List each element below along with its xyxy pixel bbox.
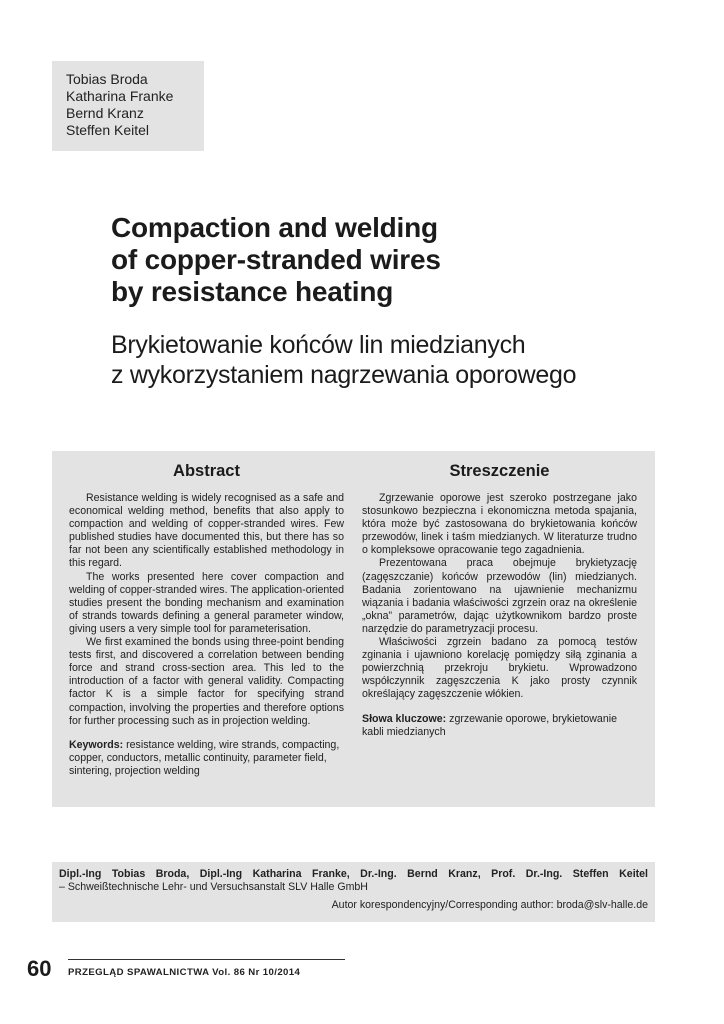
journal-name: PRZEGLĄD SPAWALNICTWA Vol. 86 Nr 10/2014 [68, 967, 301, 978]
author-name: Katharina Franke [66, 88, 174, 104]
abstract-column [69, 451, 344, 778]
streszczenie-paragraph: Właściwości zgrzein badano za pomocą testów zginania i ujawniono korelację pomiędzy siłą zginania a powierzchnią przekroju brykietu. Wprowadzono współczynnik zagęszczenia K jako prosty czynnik określający zagęszczenie włókien. [362, 636, 637, 701]
keywords-polish [362, 713, 637, 739]
corresponding-author: Autor korespondencyjny/Corresponding author: broda@slv-halle.de [331, 899, 648, 911]
keywords-label: Keywords: [69, 738, 124, 751]
abstract-paragraph: The works presented here cover compaction and welding of copper-stranded wires. The application-oriented studies present the bonding mechanism and examination of strands towards defining a general parameter window, giving users a very simple tool for parameterisation. [69, 570, 344, 635]
streszczenie-paragraph: Prezentowana praca obejmuje brykietyzację (zagęszczanie) końców przewodów (lin) miedzianych. Badania zorientowano na ujawnienie mechanizmu wiązania i badania właściwości zgrzein oraz na określenie „okna” parametrów, dając użytkownikom bardzo proste narzędzie do parametryzacji procesu. [362, 557, 637, 635]
abstract-paragraph: We first examined the bonds using three-point bending tests first, and discovered a correlation between bending force and strand cross-section area. This led to the introduction of a factor with general validity. Compacting factor K is a simple factor for specifying strand compaction, involving the properties and therefore options for further processing such as in projection welding. [69, 636, 344, 727]
title-polish [111, 330, 691, 390]
affiliation-institution: – Schweißtechnische Lehr- und Versuchsanstalt SLV Halle GmbH [59, 881, 368, 893]
page-number: 60 [27, 956, 52, 981]
streszczenie-heading: Streszczenie [449, 462, 550, 480]
title-line: by resistance heating [111, 276, 394, 307]
abstract-box [52, 451, 655, 807]
author-name: Steffen Keitel [66, 122, 150, 138]
abstract-paragraph: Resistance welding is widely recognised as a safe and economical welding method, benefits that also apply to compaction and welding of copper-stranded wires. Few published studies have documented this, but there has so far not been any scientifically established methodology in this regard. [69, 492, 344, 570]
subtitle-line: Brykietowanie końców lin miedzianych [111, 331, 526, 359]
author-name: Bernd Kranz [66, 105, 144, 121]
keywords [69, 739, 344, 778]
footer-rule [68, 959, 345, 960]
author-name: Tobias Broda [66, 71, 148, 87]
keywords-text: resistance welding, wire strands, compacting, copper, conductors, metallic continuity, parameter field, sintering, projection welding [69, 738, 340, 777]
title-line: Compaction and welding [111, 212, 438, 243]
title-line: of copper-stranded wires [111, 244, 441, 275]
abstract-heading: Abstract [173, 462, 240, 480]
keywords-polish-label: Słowa kluczowe: [362, 712, 447, 725]
title-english [111, 212, 671, 308]
streszczenie-paragraph: Zgrzewanie oporowe jest szeroko postrzegane jako stosunkowo bezpieczna i ekonomiczna metoda spajania, która może być zastosowana do brykietowania końców przewodów, linek i taśm miedzianych. W literaturze trudno o kompleksowe opracowanie tego zagadnienia. [362, 492, 637, 557]
affiliation-names: Dipl.-Ing Tobias Broda, Dipl.-Ing Katharina Franke, Dr.-Ing. Bernd Kranz, Prof. Dr.-Ing. Steffen Keitel [59, 868, 648, 880]
streszczenie-column [362, 451, 637, 739]
authors-box [52, 61, 204, 151]
affiliation-box [52, 862, 655, 922]
keywords-polish-text: zgrzewanie oporowe, brykietowanie kabli miedzianych [362, 712, 617, 738]
subtitle-line: z wykorzystaniem nagrzewania oporowego [111, 361, 577, 389]
